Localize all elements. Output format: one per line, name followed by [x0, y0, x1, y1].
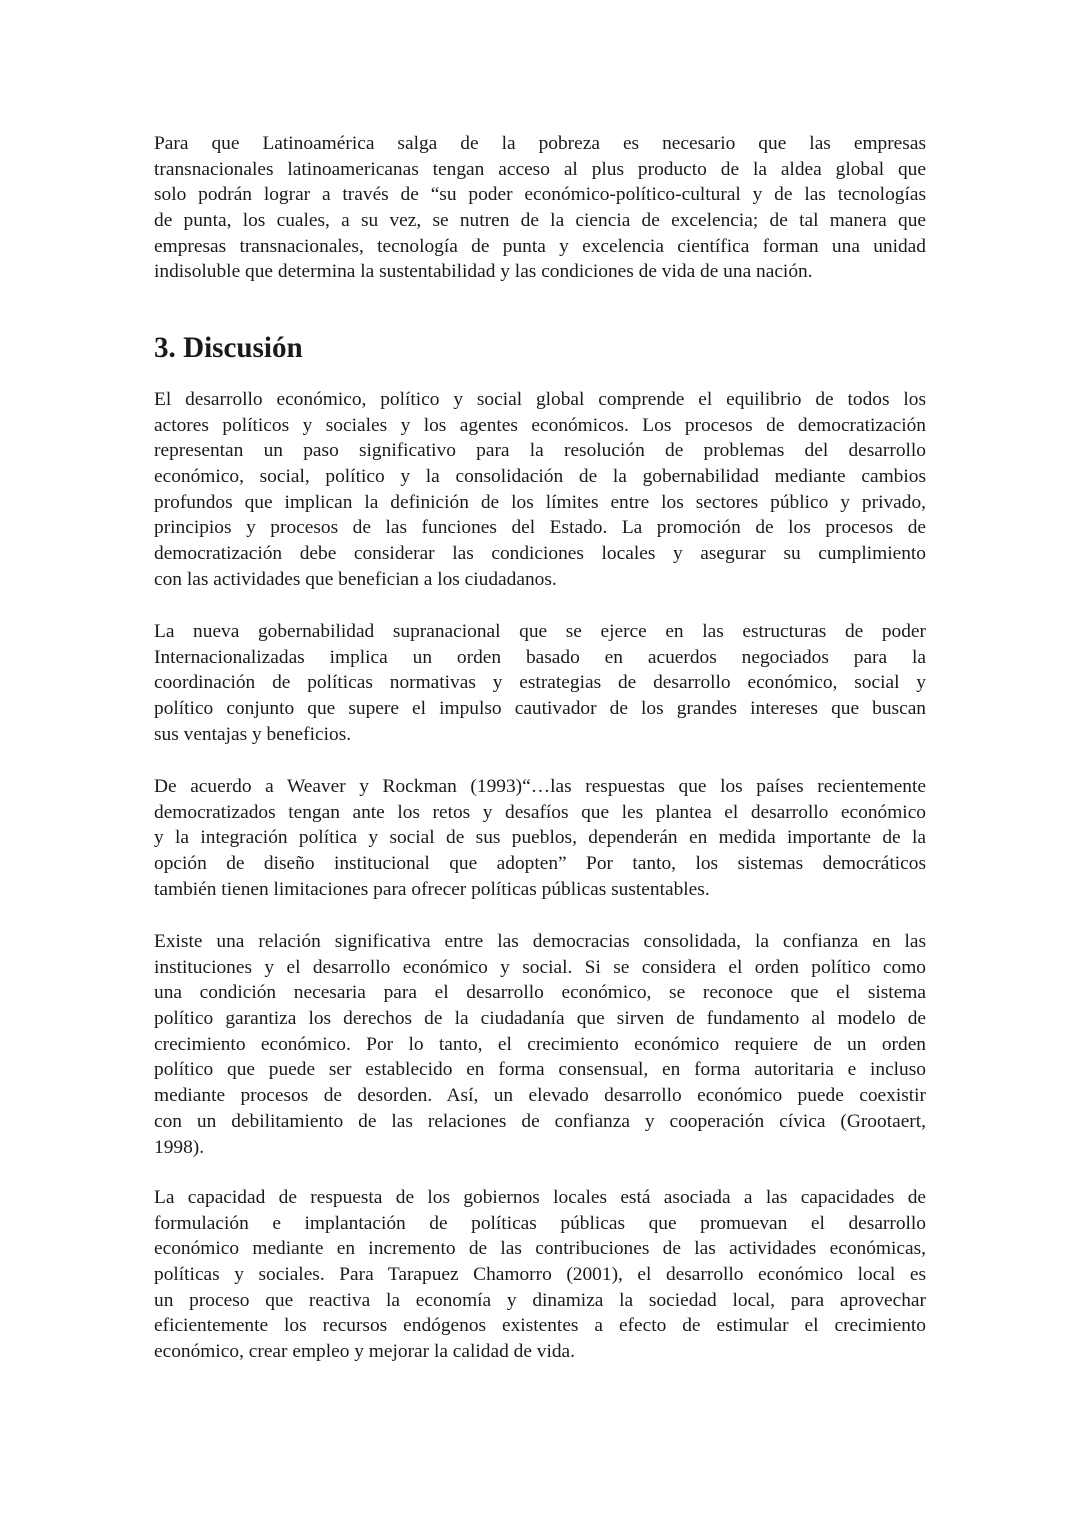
- text-line: eficientemente los recursos endógenos existentes a efecto de estimular el crecimiento: [154, 1315, 926, 1337]
- text-line: transnacionales latinoamericanas tengan acceso al plus producto de la aldea global que: [154, 158, 926, 180]
- text-line: político que puede ser establecido en forma consensual, en forma autoritaria e incluso: [154, 1059, 926, 1081]
- text-line: políticas y sociales. Para Tarapuez Chamorro (2001), el desarrollo económico local es: [154, 1264, 926, 1286]
- text-line: empresas transnacionales, tecnología de punta y excelencia científica forman una unidad: [154, 235, 926, 257]
- text-line: Internacionalizadas implica un orden basado en acuerdos negociados para la: [154, 646, 926, 668]
- text-line: instituciones y el desarrollo económico y social. Si se considera el orden político como: [154, 956, 926, 978]
- text-line: principios y procesos de las funciones del Estado. La promoción de los procesos de: [154, 517, 926, 539]
- text-line: una condición necesaria para el desarrollo económico, se reconoce que el sistema: [154, 982, 926, 1004]
- text-line: Existe una relación significativa entre las democracias consolidada, la confianza en las: [154, 931, 926, 952]
- paragraph-gobernabilidad-supranacional: [154, 619, 926, 747]
- text-line: con las actividades que benefician a los ciudadanos.: [154, 568, 557, 590]
- section-heading-discusion: 3. Discusión: [154, 332, 303, 364]
- text-line: un proceso que reactiva la economía y dinamiza la sociedad local, para aprovechar: [154, 1289, 926, 1311]
- text-line: coordinación de políticas normativas y estrategias de desarrollo económico, social y: [154, 672, 926, 694]
- paragraph-democracias-consolidadas: [154, 929, 926, 1160]
- paragraph-latinoamerica-pobreza: [154, 131, 926, 285]
- text-line: económico, crear empleo y mejorar la calidad de vida.: [154, 1341, 576, 1363]
- text-line: también tienen limitaciones para ofrecer políticas públicas sustentables.: [154, 878, 710, 900]
- text-line: representan un paso significativo para la resolución de problemas del desarrollo: [154, 440, 926, 462]
- text-line: indisoluble que determina la sustentabilidad y las condiciones de vida de una nación.: [154, 261, 813, 283]
- text-line: profundos que implican la definición de los límites entre los sectores público y privado,: [154, 491, 926, 513]
- text-line: democratizados tengan ante los retos y desafíos que les plantea el desarrollo económico: [154, 801, 926, 823]
- paragraph-desarrollo-global: [154, 387, 926, 593]
- text-line: democratización debe considerar las condiciones locales y asegurar su cumplimiento: [154, 543, 926, 565]
- text-line: formulación e implantación de políticas públicas que promuevan el desarrollo: [154, 1212, 926, 1234]
- paragraph-gobiernos-locales: [154, 1185, 926, 1365]
- text-line: Para que Latinoamérica salga de la pobreza es necesario que las empresas: [154, 133, 926, 154]
- text-line: solo podrán lograr a través de “su poder económico-político-cultural y de las tecnologías: [154, 184, 926, 206]
- text-line: y la integración política y social de sus pueblos, dependerán en medida importante de la: [154, 827, 926, 849]
- text-line: político conjunto que supere el impulso cautivador de los grandes intereses que buscan: [154, 698, 926, 720]
- text-line: opción de diseño institucional que adopten” Por tanto, los sistemas democráticos: [154, 853, 926, 875]
- text-line: con un debilitamiento de las relaciones de confianza y cooperación cívica (Grootaert,: [154, 1110, 926, 1132]
- text-line: económico, social, político y la consolidación de la gobernabilidad mediante cambios: [154, 466, 926, 488]
- text-line: político garantiza los derechos de la ciudadanía que sirven de fundamento al modelo de: [154, 1008, 926, 1030]
- text-line: económico mediante en incremento de las contribuciones de las actividades económicas,: [154, 1238, 926, 1260]
- text-line: La capacidad de respuesta de los gobiernos locales está asociada a las capacidades de: [154, 1187, 926, 1208]
- text-line: El desarrollo económico, político y social global comprende el equilibrio de todos los: [154, 389, 926, 410]
- paragraph-weaver-rockman: [154, 774, 926, 902]
- text-line: de punta, los cuales, a su vez, se nutren de la ciencia de excelencia; de tal manera que: [154, 210, 926, 232]
- text-line: De acuerdo a Weaver y Rockman (1993)“…las respuestas que los países recientemente: [154, 776, 926, 797]
- text-line: actores políticos y sociales y los agentes económicos. Los procesos de democratización: [154, 414, 926, 436]
- text-line: mediante procesos de desorden. Así, un elevado desarrollo económico puede coexistir: [154, 1085, 926, 1107]
- text-line: 1998).: [154, 1136, 205, 1158]
- text-line: crecimiento económico. Por lo tanto, el crecimiento económico requiere de un orden: [154, 1033, 926, 1055]
- text-line: sus ventajas y beneficios.: [154, 723, 352, 745]
- text-line: La nueva gobernabilidad supranacional que se ejerce en las estructuras de poder: [154, 621, 926, 642]
